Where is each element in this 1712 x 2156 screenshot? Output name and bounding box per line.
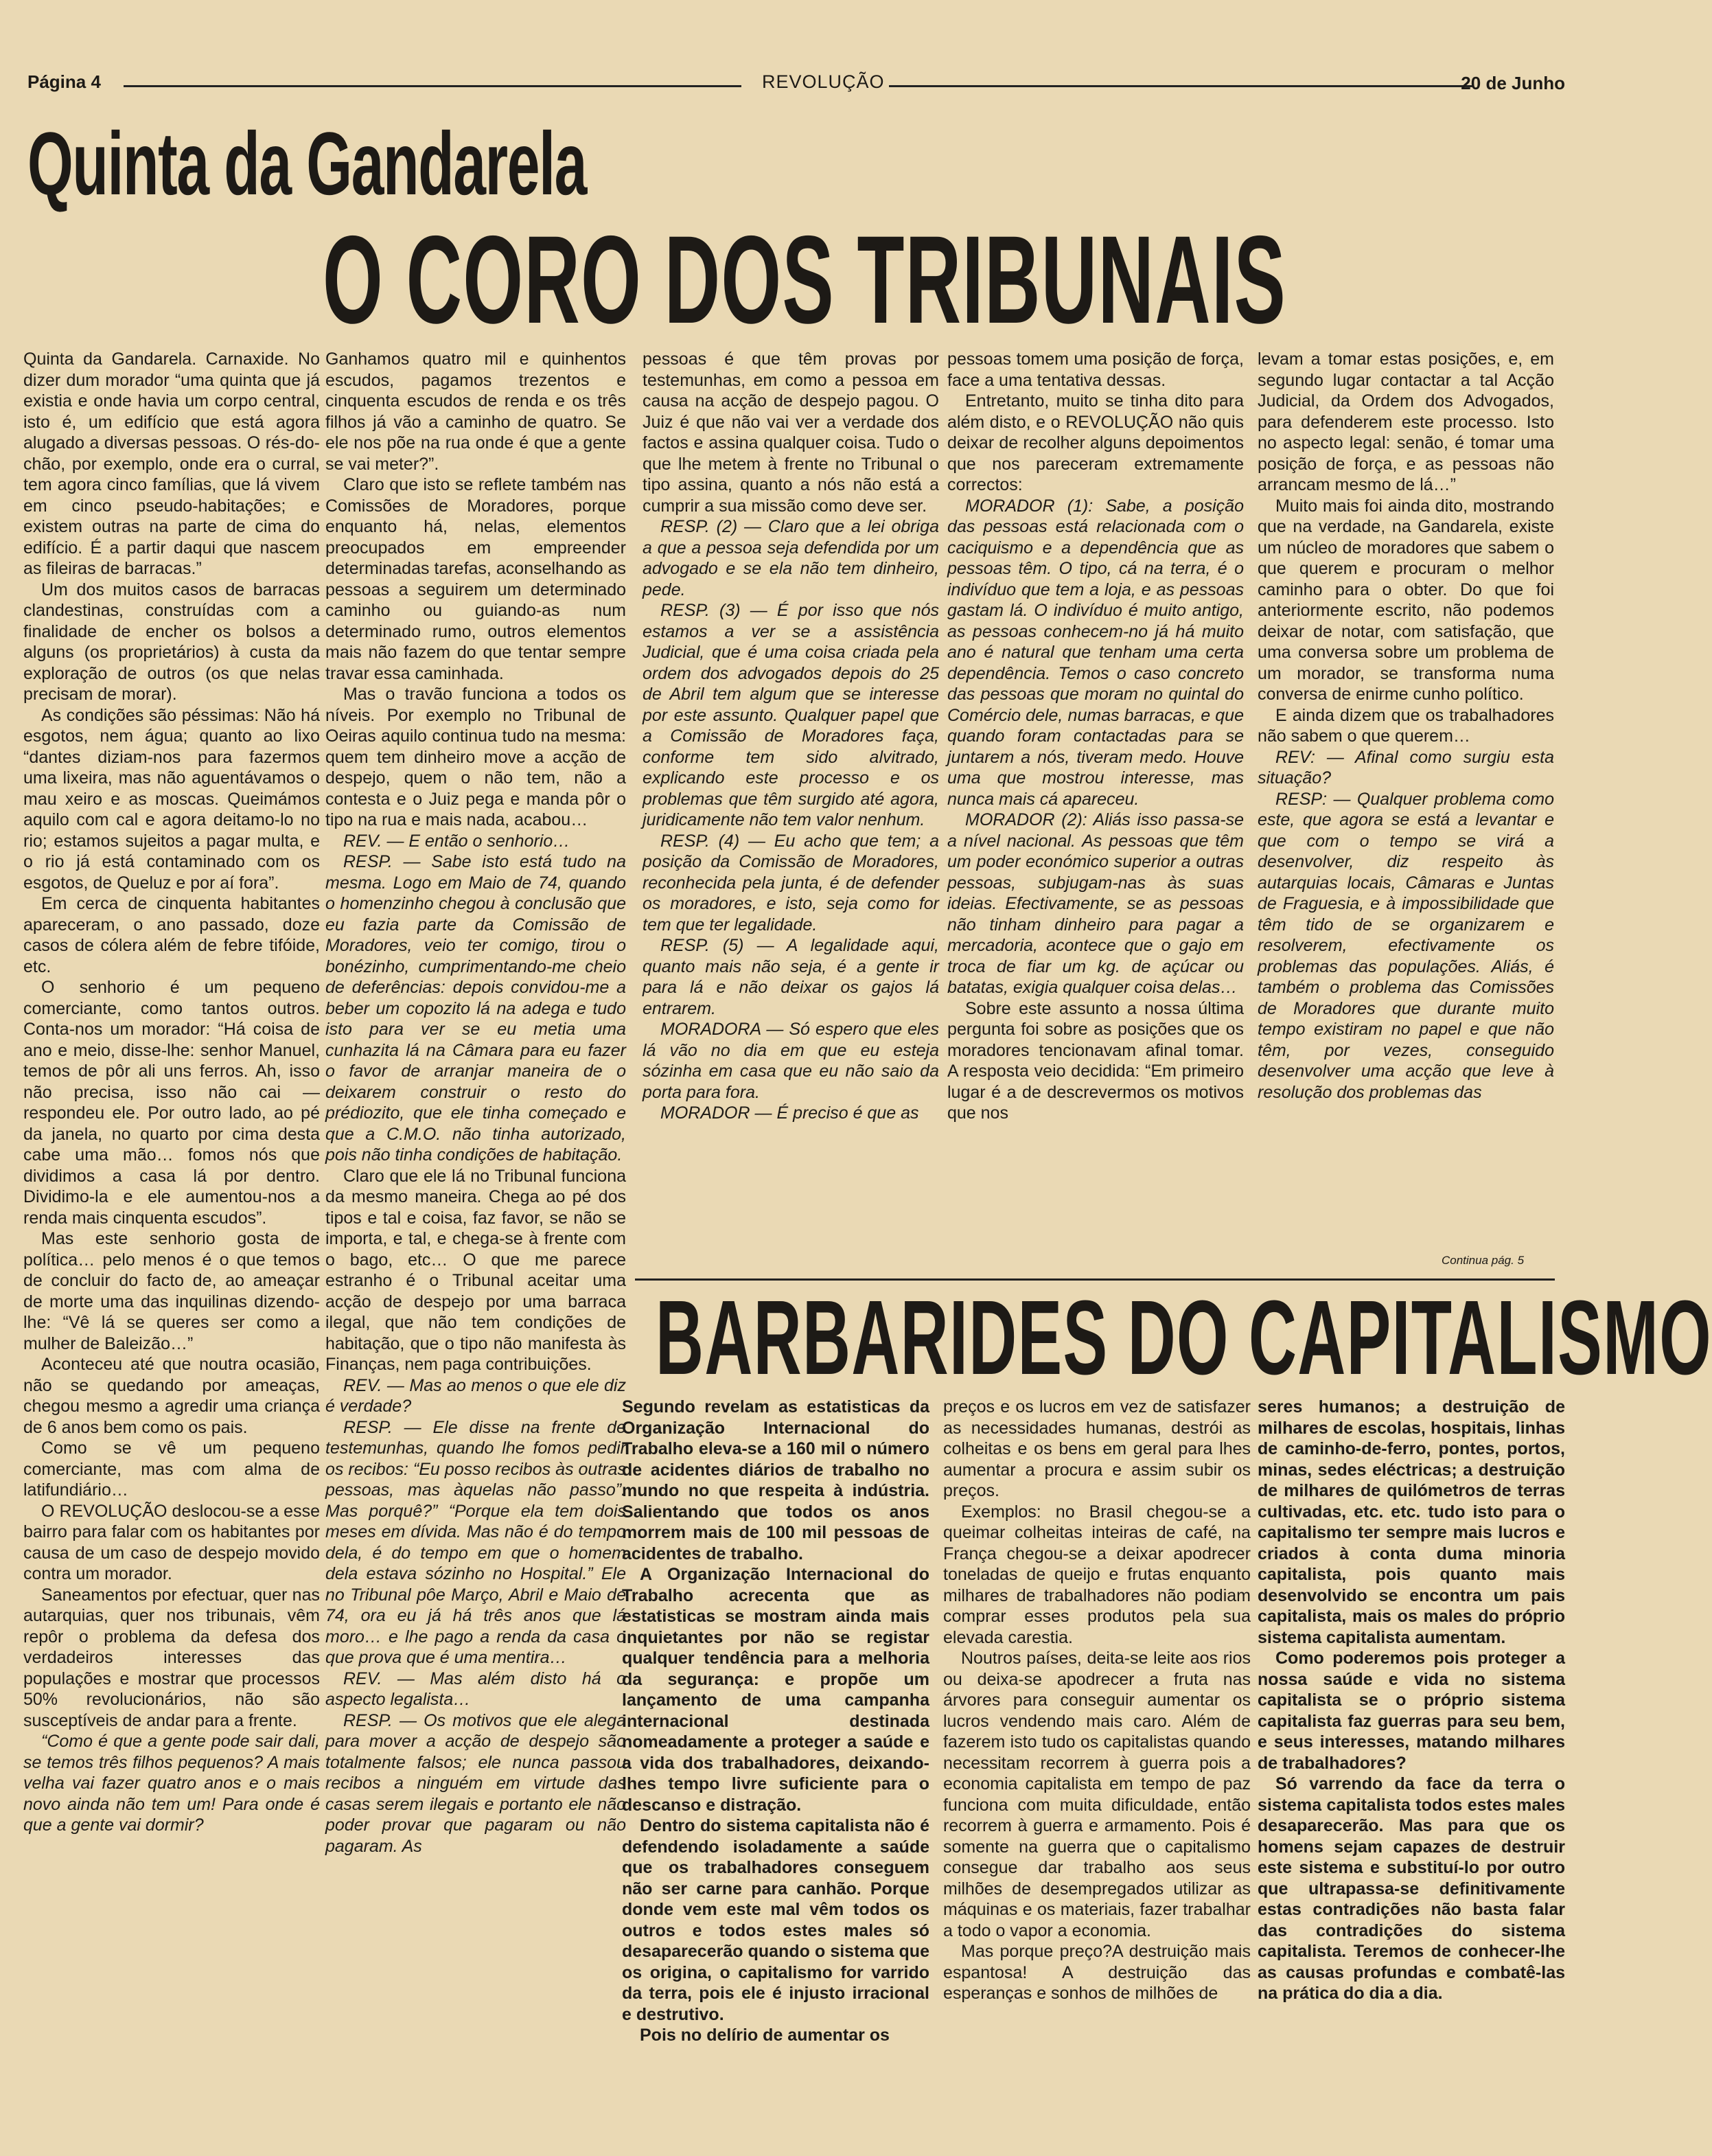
continued-note: Continua pág. 5 [1442, 1254, 1525, 1267]
paragraph: RESP. — Os motivos que ele alega para mover a acção de despejo são totalmente falsos; ele nunca passou recibos a ninguém em virtude das casas serem ilegais e portanto ele não poder provar que pagaram ou não pagaram. As [325, 1710, 626, 1856]
paragraph: pessoas tomem uma posição de força, face a uma tentativa dessas. [947, 349, 1244, 390]
paragraph: Sobre este assunto a nossa última pergunta foi sobre as posições que os moradores tencionavam afinal tomar. A resposta veio decidida: “Em primeiro lugar é a de descrevermos os motivos que nos [947, 998, 1244, 1123]
paragraph: Quinta da Gandarela. Carnaxide. No dizer dum morador “uma quinta que já existia e onde havia um corpo central, isto é, um edifício que está agora alugado a diversas pessoas. O rés-do-chão, por exemplo, onde era o curral, tem agora cinco famílias, que lá vivem em cinco pseudo-habitações; e existem outras na parte de cima do edifício. É a partir daqui que nascem as fileiras de barracas.” [23, 349, 320, 578]
masthead: REVOLUÇÃO [762, 71, 885, 92]
paragraph: MORADOR (2): Aliás isso passa-se a nível nacional. As pessoas que têm um poder económico superior a outras pessoas, subjugam-nas às suas ideias. Efectivamente, se as pessoas não tinham dinheiro para pagar a mercadoria, acontece que o gajo em troca de fiar um kg. de açúcar ou batatas, exigia qualquer coisa delas… [947, 810, 1244, 997]
paragraph: Dentro do sistema capitalista não é defendendo isoladamente a saúde que os trabalhadores conseguem não ser carne para canhão. Porque donde vem este mal vêm todos os outros e todos estes males só desaparecerão quando o sistema que os origina, o capitalismo for varrido da terra, pois ele é injusto irracional e destrutivo. [622, 1816, 929, 2024]
paragraph: MORADORA — Só espero que eles lá vão no dia em que eu esteja sózinha em casa que eu não saio da porta para fora. [643, 1020, 939, 1102]
paragraph: Um dos muitos casos de barracas clandestinas, construídas com a finalidade de encher os bolsos a alguns (os proprietários) à custa da exploração de outros (os que nelas precisam de morar). [23, 580, 320, 704]
paragraph: Como se vê um pequeno comerciante, mas com alma de latifundiário… [23, 1438, 320, 1500]
paragraph: As condições são péssimas: Não há esgotos, nem água; quanto ao lixo “dantes diziam-nos para fazermos uma lixeira, mas não aguentávamos o mau xeiro e as moscas. Queimámos aquilo com cal e agora deitamo-lo no rio; estamos sujeitos a pagar multa, e o rio já está contaminado com os esgotos, de Queluz e por aí fora”. [23, 705, 320, 893]
article1-column-2 [325, 349, 626, 2134]
header-rule-right [889, 85, 1472, 87]
paragraph: RESP. (3) — É por isso que nós estamos a ver se a assistência Judicial, que é uma coisa criada pela ordem dos advogados depois do 25 de Abril tem algum que se interesse por este assunto. Qualquer papel que a Comissão de Moradores faça, conforme tem sido alvitrado, explicando este processo e os problemas que têm surgido até agora, juridicamente não tem valor nenhum. [643, 601, 939, 829]
paragraph: Aconteceu até que noutra ocasião, não se quedando por ameaças, chegou mesmo a agredir uma criança de 6 anos bem como os pais. [23, 1355, 320, 1437]
paragraph: levam a tomar estas posições, e, em segundo lugar contactar a tal Acção Judicial, da Ordem dos Advogados, para defenderem este processo. Isto no aspecto legal: senão, é tomar uma posição de força, e as pessoas não arrancam mesmo de lá…” [1258, 349, 1554, 494]
paragraph: Exemplos: no Brasil chegou-se a queimar colheitas inteiras de café, na França chegou-se a deixar apodrecer toneladas de queijo e frutas enquanto milhares de trabalhadores não podiam comprar esses produtos pela sua elevada carestia. [943, 1502, 1251, 1647]
paragraph: Segundo revelam as estatisticas da Organização Internacional do Trabalho eleva-se a 160 mil o número de acidentes diários de trabalho no mundo no que respeita à indústria. Salientando que todos os anos morrem mais de 100 mil pessoas de acidentes de trabalho. [622, 1397, 929, 1563]
paragraph: RESP. (5) — A legalidade aqui, quanto mais não seja, é a gente ir para lá e não deixar os gajos lá entrarem. [643, 936, 939, 1018]
page-header [27, 67, 1565, 108]
paragraph: REV. — Mas além disto há o aspecto legalista… [325, 1668, 626, 1709]
paragraph: Pois no delírio de aumentar os [640, 2026, 890, 2045]
paragraph: MORADOR — É preciso é que as [660, 1103, 919, 1123]
page-number: Página 4 [27, 71, 101, 92]
article-kicker: Quinta da Gandarela [27, 113, 587, 214]
article1-column-4 [947, 349, 1244, 1262]
article2-column-3 [1258, 1397, 1565, 2145]
paragraph: Só varrendo da face da terra o sistema capitalista todos estes males desaparecerão. Mas para que os homens sejam capazes de destruir este sistema e substituí-lo por outro que ultrapassa-se definitivamente estas contradições não basta falar das contradições do sistema capitalista. Teremos de conhecer-lhe as causas profundas e combatê-las na prática do dia a dia. [1258, 1774, 1565, 2003]
paragraph: RESP. (4) — Eu acho que tem; a posição da Comissão de Moradores, reconhecida pela junta, é de defender os moradores, e isto, seja como for tem que ter legalidade. [643, 831, 939, 934]
paragraph: A Organização Internacional do Trabalho acrecenta que as estatisticas se mostram ainda mais inquietantes por não se registar qualquer tendência para a melhoria da segurança: e propõe um lançamento de uma campanha internacional destinada nomeadamente a proteger a saúde e a vida dos trabalhadores, deixando-lhes tempo livre suficiente para o descanso e distração. [622, 1565, 929, 1815]
paragraph: Claro que ele lá no Tribunal funciona da mesmo maneira. Chega ao pé dos tipos e tal e coisa, faz favor, se não se importa, e tal, e chega-se à frente com o bago, etc… O que me parece estranho é o Tribunal aceitar uma acção de despejo por uma barraca ilegal, que não tem condições de habitação, que o tipo não manifesta às Finanças, nem paga contribuições. [325, 1166, 626, 1374]
paragraph: preços e os lucros em vez de satisfazer as necessidades humanas, destrói as colheitas e os bens em geral para lhes aumentar a procura e assim subir os preços. [943, 1397, 1251, 1500]
paragraph: REV: — Afinal como surgiu esta situação? [1258, 747, 1554, 788]
paragraph: REV. — Mas ao menos o que ele diz é verdade? [325, 1375, 626, 1416]
article2-column-1 [622, 1397, 929, 2145]
issue-date: 20 de Junho [1461, 73, 1565, 93]
article1-column-5 [1258, 349, 1554, 1248]
paragraph: Como poderemos pois proteger a nossa saúde e vida no sistema capitalista se o próprio sistema capitalista faz guerras para seu bem, e seus interesses, matando milhares de trabalhadores? [1258, 1649, 1565, 1773]
paragraph: Mas porque preço?A destruição mais espantosa! A destruição das esperanças e sonhos de milhões de [943, 1942, 1251, 2003]
paragraph: seres humanos; a destruição de milhares de escolas, hospitais, linhas de caminho-de-ferro, pontes, portos, minas, sedes eléctricas; a destruição de milhares de quilómetros de terras cultivadas, etc. etc. tudo isto para o capitalismo ter sempre mais lucros e criados à conta duma minoria capitalista, pois quanto mais desenvolvido se encontra um pais capitalista, mais os males do próprio sistema capitalista aumentam. [1258, 1397, 1565, 1647]
paragraph: Noutros países, deita-se leite aos rios ou deixa-se apodrecer a fruta nas árvores para conseguir aumentar os lucros vendendo mais caro. Além de fazerem isto tudo os capitalistas quando necessitam recorrem à guerra pois a economia capitalista em tempo de paz funciona com muita dificuldade, então recorrem à guerra e armamento. Pois é somente na guerra que o capitalismo consegue dar trabalho aos seus milhões de desempregados utilizar as máquinas e os materiais, fazer trabalhar a todo o vapor a economia. [943, 1649, 1251, 1940]
article1-column-1 [23, 349, 320, 2134]
paragraph: Saneamentos por efectuar, quer nas autarquias, quer nos tribunais, vêm repôr o problema da defesa dos verdadeiros interesses das populações e mostrar que processos 50% revolucionários, não são susceptíveis de andar para a frente. [23, 1585, 320, 1730]
header-rule-left [124, 85, 741, 87]
paragraph: “Como é que a gente pode sair dali, se temos três filhos pequenos? A mais velha vai fazer quatro anos e o mais novo ainda não tem um! Para onde é que a gente vai dormir? [23, 1732, 320, 1835]
paragraph: RESP. (2) — Claro que a lei obriga a que a pessoa seja defendida por um advogado e se ela não tem dinheiro, pede. [643, 517, 939, 599]
paragraph: O REVOLUÇÃO deslocou-se a esse bairro para falar com os habitantes por causa de um caso de despejo movido contra um morador. [23, 1501, 320, 1583]
second-headline: BARBARIDES DO CAPITALISMO [656, 1278, 1712, 1397]
paragraph: O senhorio é um pequeno comerciante, como tantos outros. Conta-nos um morador: “Há coisa de ano e meio, disse-lhe: senhor Manuel, temos de pôr ali uns ferros. Ah, isso não precisa, isso não cai — respondeu ele. Por outro lado, ao pé da janela, no quarto por cima desta cabe uma mão… fomos nós que dividimos a casa lá por dentro. Dividimo-la e ele aumentou-nos a renda mais cinquenta escudos”. [23, 978, 320, 1228]
paragraph: Claro que isto se reflete também nas Comissões de Moradores, porque enquanto há, nelas, elementos preocupados em empreender determinadas tarefas, aconselhando as pessoas a seguirem um determinado caminho ou guiando-as num determinado rumo, outros elementos mais não fazem do que tentar sempre travar essa caminhada. [325, 475, 626, 683]
article1-column-3 [643, 349, 939, 1262]
paragraph: Mas o travão funciona a todos os níveis. Por exemplo no Tribunal de Oeiras aquilo continua tudo na mesma: quem tem dinheiro move a acção de despejo, quem o não tem, não a contesta e o Juiz pega e manda pôr o tipo na rua e mais nada, acabou… [325, 685, 626, 829]
paragraph: Em cerca de cinquenta habitantes apareceram, o ano passado, doze casos de cólera além de febre tifóide, etc. [23, 894, 320, 976]
paragraph: Ganhamos quatro mil e quinhentos escudos, pagamos trezentos e cinquenta escudos de renda e os três filhos já vão a caminho de quatro. Se ele nos põe na rua onde é que a gente se vai meter?”. [325, 349, 626, 474]
paragraph: Muito mais foi ainda dito, mostrando que na verdade, na Gandarela, existe um núcleo de moradores que sabem o que querem e procuram o melhor caminho para o obter. Do que foi anteriormente escrito, não podemos deixar de notar, com satisfação, que uma conversa sobre um problema de um morador, se transforma numa conversa de enirme cunho político. [1258, 496, 1554, 704]
paragraph: REV. — E então o senhorio… [343, 831, 570, 851]
paragraph: Mas este senhorio gosta de política… pelo menos é o que temos de concluir do facto de, ao ameaçar de morte uma das inquilinas dizendo-lhe: “Vê lá se queres ser como a mulher de Baleizão…” [23, 1229, 320, 1353]
article2-column-2 [943, 1397, 1251, 2145]
paragraph: pessoas é que têm provas por testemunhas, em como a pessoa em causa na acção de despejo pagou. O Juiz é que não vai ver a verdade dos factos e assina qualquer coisa. Tudo o que lhe metem à frente no Tribunal o tipo assina, quanto a nós não está a cumprir a sua missão como deve ser. [643, 349, 939, 516]
paragraph: RESP. — Sabe isto está tudo na mesma. Logo em Maio de 74, quando o homenzinho chegou à conclusão que eu fazia parte da Comissão de Moradores, veio ter comigo, tirou o bonézinho, cumprimentando-me cheio de deferências: depois convidou-me a beber um copozito lá na adega e tudo isto para ver se eu metia uma cunhazita lá na Câmara para eu fazer o favor de arranjar maneira de o deixarem construir o resto do prédiozito, que ele tinha começado e que a C.M.O. não tinha autorizado, pois não tinha condições de habitação. [325, 852, 626, 1165]
paragraph: RESP: — Qualquer problema como este, que agora se está a levantar e que com o tempo se virá a desenvolver, diz respeito às autarquias locais, Câmaras e Juntas de Fraguesia, e à impossibilidade que têm tido de se organizarem e resolverem, efectivamente os problemas das populações. Aliás, é também o problema das Comissões de Moradores que durante muito tempo existiram no papel e que não têm, por vezes, conseguido desenvolver uma acção que leve à resolução dos problemas das [1258, 789, 1554, 1102]
paragraph: RESP. — Ele disse na frente de testemunhas, quando lhe fomos pedir os recibos: “Eu posso recibos às outras pessoas, mas àquelas não passo”. Mas porquê?” “Porque ela tem dois meses em dívida. Mas não é do tempo dela, é do tempo em que o homem dela estava sózinho no Hospital.” Ele no Tribunal pôe Março, Abril e Maio de 74, ora eu já há três anos que lá moro… e lhe pago a renda da casa o que prova que é uma mentira… [325, 1417, 626, 1667]
paragraph: E ainda dizem que os trabalhadores não sabem o que querem… [1258, 705, 1554, 746]
paragraph: MORADOR (1): Sabe, a posição das pessoas está relacionada com o caciquismo e a dependência que as pessoas têm. O tipo, cá na terra, é o indivíduo que tem a loja, e as pessoas gastam lá. O indivíduo é muito antigo, as pessoas conhecem-no já há muito ano é natural que tenham uma certa dependência. Temos o caso concreto das pessoas que moram no quintal do Comércio dele, numas barracas, e que quando foram contactadas para se juntarem a nós, tiveram medo. Houve uma que mostrou interesse, mas nunca mais cá apareceu. [947, 496, 1244, 809]
article-headline: O CORO DOS TRIBUNAIS [323, 209, 1287, 349]
paragraph: Entretanto, muito se tinha dito para além disto, e o REVOLUÇÃO não quis deixar de recolher alguns depoimentos que nos pareceram extremamente correctos: [947, 391, 1244, 494]
